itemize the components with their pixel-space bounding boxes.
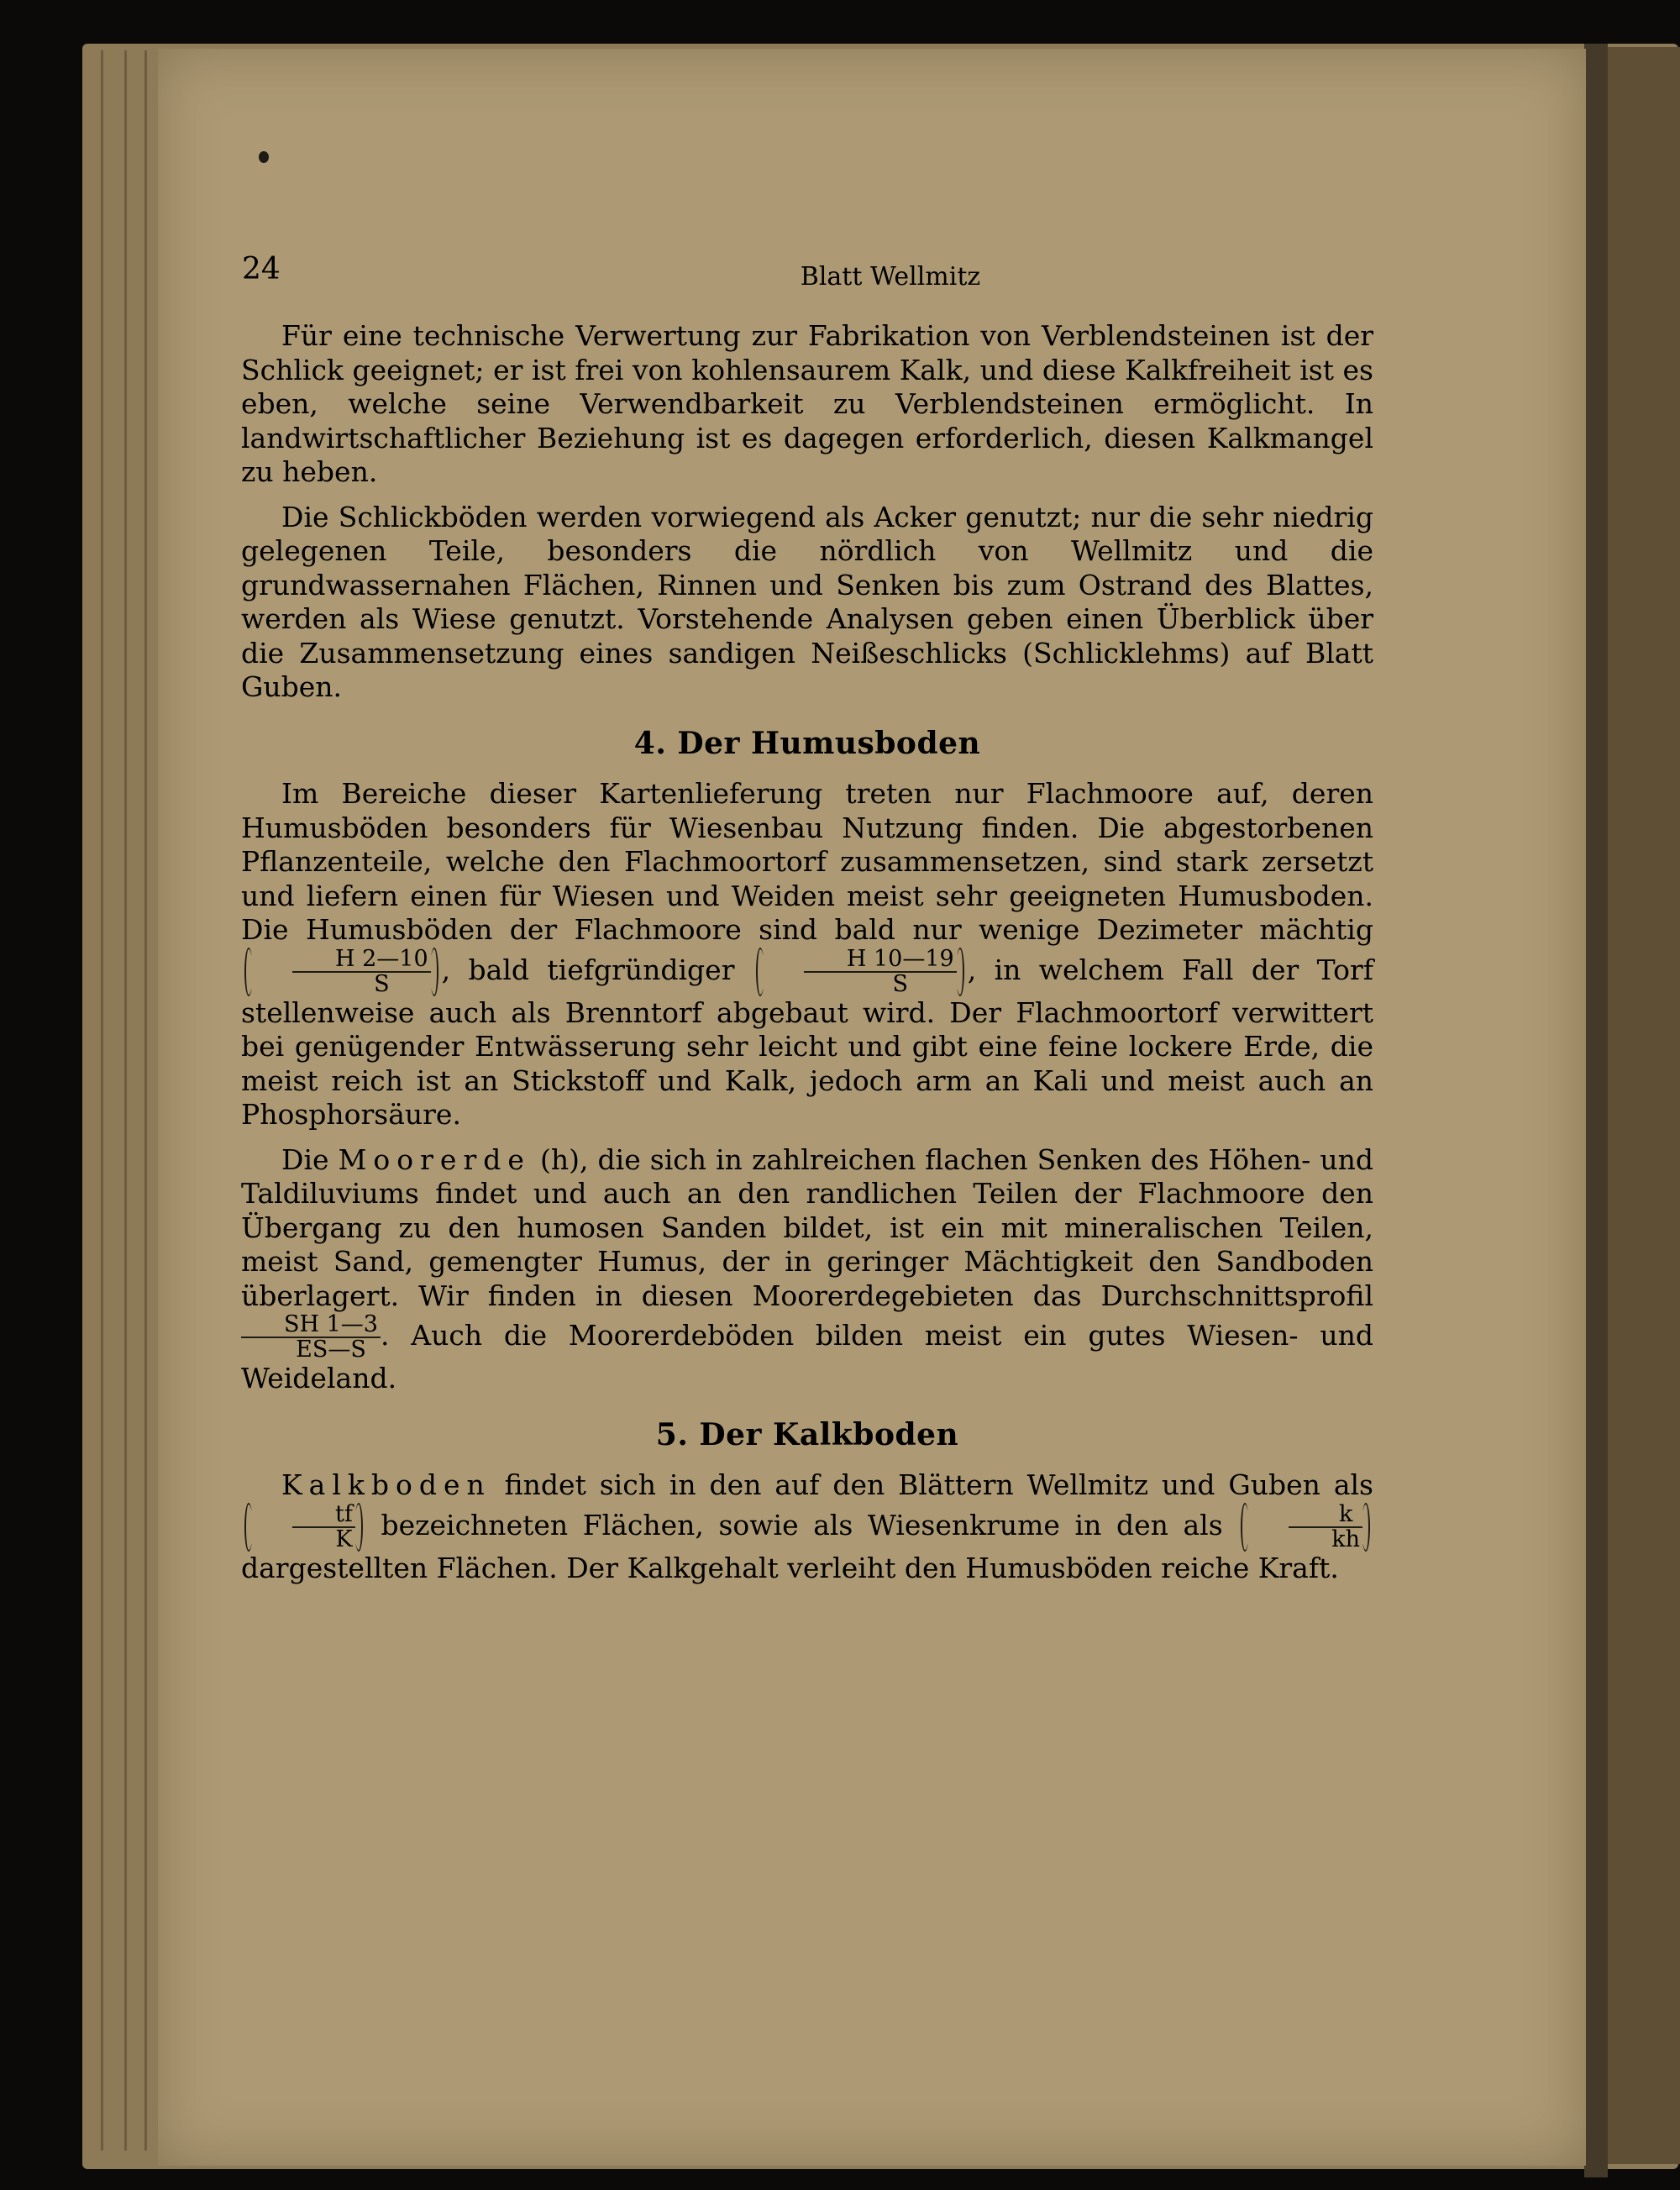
page-edge-line xyxy=(101,50,103,2151)
term-moorerde: Moorerde xyxy=(338,1142,531,1176)
page-edge-line xyxy=(124,50,127,2151)
fraction-h-10-19: $\frac{H 10—19}{S}$ xyxy=(756,948,964,996)
paragraph: Für eine technische Verwertung zur Fabrikation von Verblendsteinen ist der Schlick geeignet; er ist frei von kohlensaurem Kalk, und diese Kalkfreiheit ist es eben, welche seine Verwendbarkeit zu Verblendsteinen ermöglicht. In landwirtschaftlicher Beziehung ist es dagegen erforderlich, diesen Kalkmangel zu heben. xyxy=(241,319,1373,488)
binding-gutter xyxy=(1584,44,1608,2177)
section-heading-humusboden: 4. Der Humusboden xyxy=(633,725,981,761)
section-heading-kalkboden: 5. Der Kalkboden xyxy=(655,1416,959,1452)
page-edge-line xyxy=(144,50,147,2151)
fraction-tf-k: $\frac{tf}{K}$ xyxy=(244,1503,363,1552)
paragraph-kalkboden: Kalkboden findet sich in den auf den Blättern Wellmitz und Guben als $\frac{tf}{K}$ bezeichneten Flächen, sowie als Wiesenkrume in den als $\frac{k}{kh}$ dargestellten Flächen. Der Kalkgehalt verleiht den Humusböden reiche Kraft. xyxy=(241,1468,1373,1584)
body-text xyxy=(241,319,1373,1596)
page-number: 24 xyxy=(242,252,281,286)
paragraph: Die Schlickböden werden vorwiegend als Acker genutzt; nur die sehr niedrig gelegenen Teile, besonders die nördlich von Wellmitz und die grundwassernahen Flächen, Rinnen und Senken bis zum Ostrand des Blattes, werden als Wiese genutzt. Vorstehende Analysen geben einen Überblick über die Zusammensetzung eines sandigen Neißeschlicks (Schlicklehms) auf Blatt Guben. xyxy=(241,500,1373,703)
ink-speck xyxy=(259,151,269,163)
fraction-h-2-10: $\frac{H 2—10}{S}$ xyxy=(244,948,438,996)
term-kalkboden: Kalkboden xyxy=(281,1468,491,1501)
running-title: Blatt Wellmitz xyxy=(800,262,981,291)
adjacent-page xyxy=(1608,47,1680,2164)
fraction-k-kh: $\frac{k}{kh}$ xyxy=(1241,1503,1370,1552)
fraction-profile: $\frac{SH 1—3}{ES—S}$ xyxy=(241,1313,381,1362)
paragraph-humusboden: Im Bereiche dieser Kartenlieferung treten nur Flachmoore auf, deren Humusböden besonders für Wiesenbau Nutzung finden. Die abgestorbenen Pflanzenteile, welche den Flachmoortorf zusammensetzen, sind stark zersetzt und liefern einen für Wiesen und Weiden meist sehr geeigneten Humusboden. Die Humusböden der Flachmoore sind bald nur wenige Dezimeter mächtig $\frac{H 2—10}{S}$ , bald tiefgründiger $\frac{H 10—19}{S}$ , in welchem Fall der Torf stellenweise auch als Brenntorf abgebaut wird. Der Flachmoortorf verwittert bei genügender Entwässerung sehr leicht und gibt eine feine lockere Erde, die meist reich ist an Stickstoff und Kalk, jedoch arm an Kali und meist auch an Phosphorsäure. xyxy=(241,777,1373,1131)
paragraph-moorerde: Die Moorerde (h), die sich in zahlreichen flachen Senken des Höhen- und Taldiluviums findet und auch an den randlichen Teilen der Flachmoore den Übergang zu den humosen Sanden bildet, ist ein mit mineralischen Teilen, meist Sand, gemengter Humus, der in geringer Mächtigkeit den Sandboden überlagert. Wir finden in diesen Moorerdegebieten das Durchschnittsprofil $\frac{SH 1—3}{ES—S}$ . Auch die Moorerdeböden bilden meist ein gutes Wiesen- und Weideland. xyxy=(241,1142,1373,1394)
